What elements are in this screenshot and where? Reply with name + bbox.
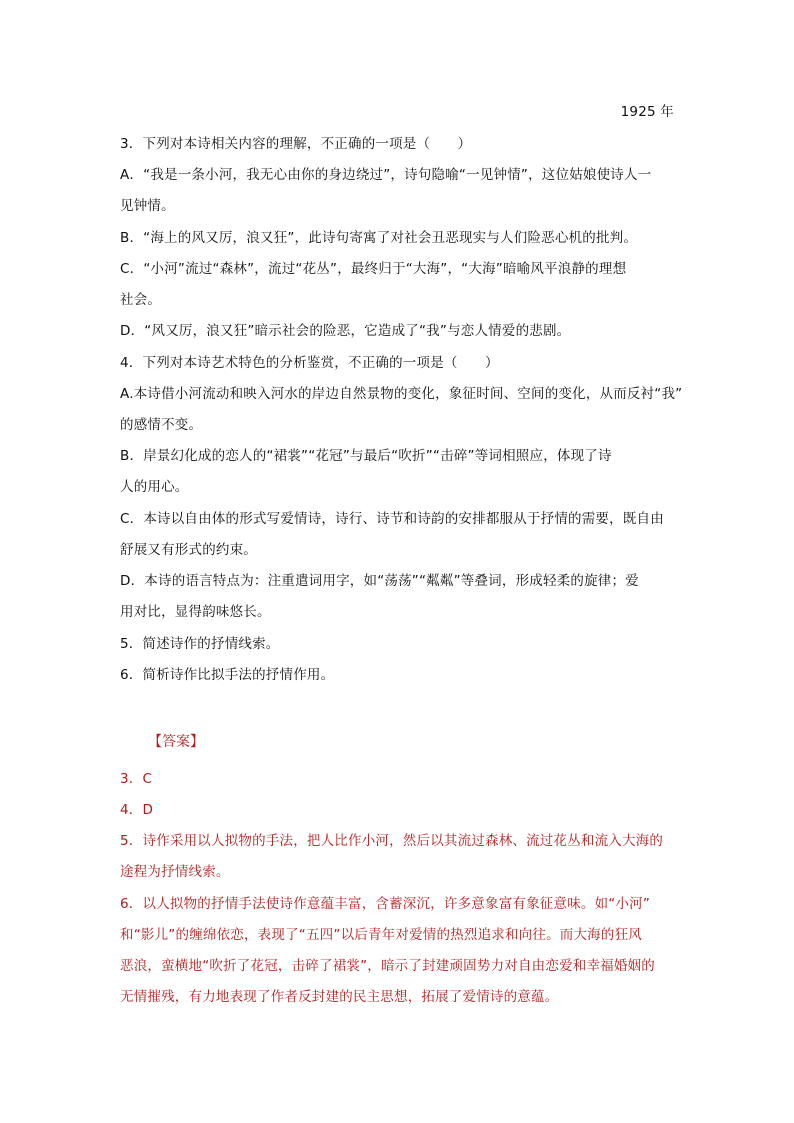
answer-6-line-4: 无情摧残，有力地表现了作者反封建的民主思想，拓展了爱情诗的意蕴。	[120, 989, 559, 1005]
question-4-option-c-line-1: C．本诗以自由体的形式写爱情诗，诗行、诗节和诗韵的安排都服从于抒情的需要，既自由	[120, 511, 664, 527]
question-4-option-d-line-1: D．本诗的语言特点为：注重遣词用字，如“荡荡”“粼粼”等叠词，形成轻柔的旋律；爱	[120, 573, 639, 589]
question-3-option-d: D．“风又厉，浪又狂”暗示社会的险恶，它造成了“我”与恋人情爱的悲剧。	[120, 323, 571, 339]
question-4-option-d-line-2: 用对比，显得韵味悠长。	[120, 604, 271, 620]
question-4-option-c-line-2: 舒展又有形式的约束。	[120, 542, 257, 558]
answer-5-line-1: 5．诗作采用以人拟物的手法，把人比作小河，然后以其流过森林、流过花丛和流入大海的	[120, 833, 664, 849]
answer-6-line-1: 6．以人拟物的抒情手法使诗作意蕴丰富，含蓄深沉，许多意象富有象征意味。如“小河”	[120, 896, 651, 912]
question-6-stem: 6．简析诗作比拟手法的抒情作用。	[120, 667, 335, 683]
question-3-option-a-line-1: A．“我是一条小河，我无心由你的身边绕过”，诗句隐喻“一见钟情”，这位姑娘使诗人一	[120, 167, 652, 183]
question-5-stem: 5．简述诗作的抒情线索。	[120, 636, 280, 652]
answer-4: 4．D	[120, 802, 154, 818]
answer-6-line-3: 恶浪，蛮横地“吹折了花冠，击碎了裙裳”，暗示了封建顽固势力对自由恋爱和幸福婚姻的	[120, 958, 655, 974]
question-4-option-b-line-2: 人的用心。	[120, 479, 189, 495]
answer-6-line-2: 和“影儿”的缠绵依恋，表现了“五四”以后青年对爱情的热烈追求和向往。而大海的狂风	[120, 927, 642, 943]
question-3-option-c-line-1: C．“小河”流过“森林”，流过“花丛”，最终归于“大海”，“大海”暗喻风平浪静的理想	[120, 261, 627, 277]
answer-3: 3．C	[120, 771, 153, 787]
question-3-stem: 3．下列对本诗相关内容的理解，不正确的一项是（ ）	[120, 136, 472, 152]
question-3-option-c-line-2: 社会。	[120, 292, 162, 308]
question-3-option-b: B．“海上的风又厉，浪又狂”，此诗句寄寓了对社会丑恶现实与人们险恶心机的批判。	[120, 230, 638, 246]
question-4-stem: 4．下列对本诗艺术特色的分析鉴赏，不正确的一项是（ ）	[120, 355, 499, 371]
question-4-option-a-line-2: 的感情不变。	[120, 417, 203, 433]
answer-5-line-2: 途程为抒情线索。	[120, 864, 230, 880]
question-3-option-a-line-2: 见钟情。	[120, 198, 175, 214]
question-4-option-b-line-1: B．岸景幻化成的恋人的“裙裳”“花冠”与最后“吹折”“击碎”等词相照应，体现了诗	[120, 448, 612, 464]
year-label: 1925 年	[620, 104, 674, 120]
question-4-option-a-line-1: A.本诗借小河流动和映入河水的岸边自然景物的变化，象征时间、空间的变化，从而反衬“我”	[120, 386, 683, 402]
answer-heading: 【答案】	[148, 734, 204, 750]
